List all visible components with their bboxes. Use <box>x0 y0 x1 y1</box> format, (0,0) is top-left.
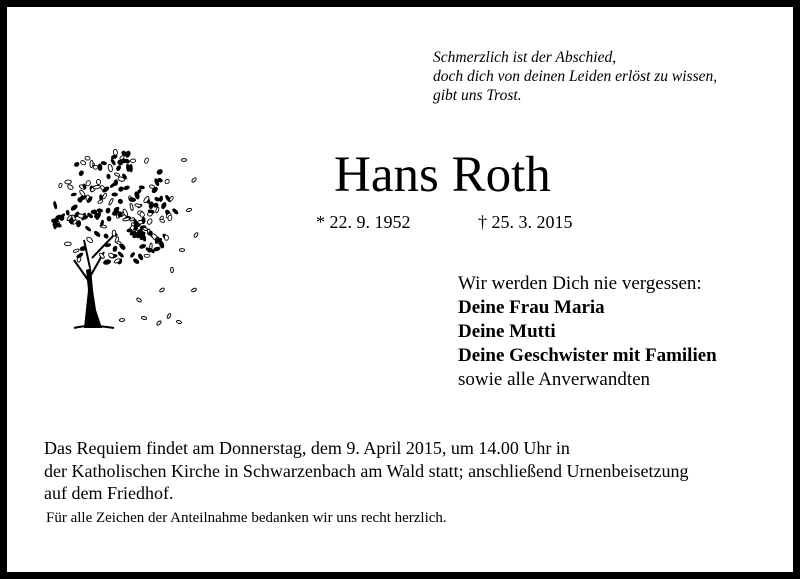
mourners-outro: sowie alle Anverwandten <box>458 369 651 390</box>
service-line: auf dem Friedhof. <box>44 483 174 503</box>
tree-with-falling-leaves-icon <box>44 140 206 335</box>
quote-line: gibt uns Trost. <box>433 87 522 104</box>
deceased-name: Hans Roth <box>334 147 551 203</box>
service-info <box>44 437 689 505</box>
death-date: † 25. 3. 2015 <box>478 212 573 232</box>
birth-date: * 22. 9. 1952 <box>316 212 411 232</box>
thanks-note: Für alle Zeichen der Anteilnahme bedanken wir uns recht herzlich. <box>46 510 447 526</box>
service-line: Das Requiem findet am Donnerstag, dem 9. April 2015, um 14.00 Uhr in <box>44 438 570 458</box>
service-line: der Katholischen Kirche in Schwarzenbach am Wald statt; anschließend Urnenbeisetzung <box>44 460 689 481</box>
quote-line: doch dich von deinen Leiden erlöst zu wissen, <box>433 68 718 85</box>
mourners-intro: Wir werden Dich nie vergessen: <box>458 273 702 294</box>
mourner-name: Deine Mutti <box>458 321 556 342</box>
mourner-name: Deine Frau Maria <box>458 297 605 318</box>
mourner-name: Deine Geschwister mit Familien <box>458 345 717 366</box>
quote-block <box>433 48 717 105</box>
mourners-block <box>458 272 717 392</box>
quote-line: Schmerzlich ist der Abschied, <box>433 49 617 66</box>
